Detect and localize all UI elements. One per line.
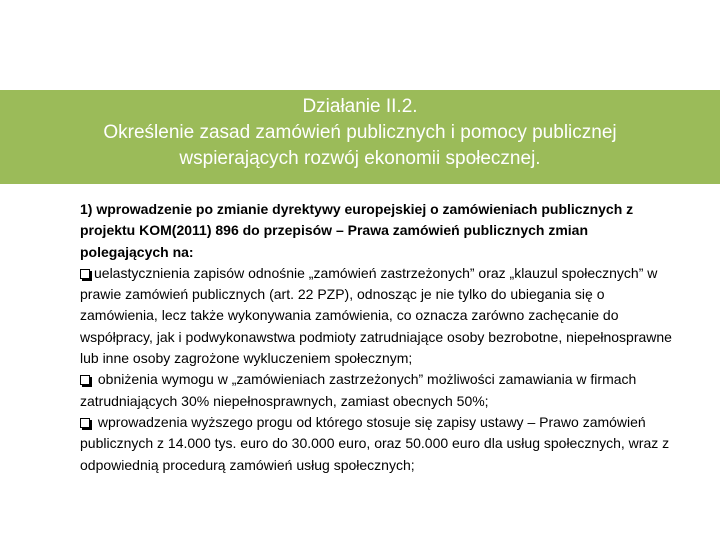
- list-item-text: obniżenia wymogu w „zamówieniach zastrzeżonych” możliwości zamawiania w firmach zatrudniających 30% niepełnosprawnych, zamiast obecnych 50%;: [80, 371, 637, 409]
- body-content: [80, 199, 680, 476]
- checkbox-bullet-icon: [80, 269, 90, 279]
- checkbox-bullet-icon: [80, 375, 90, 385]
- intro-paragraph: 1) wprowadzenie po zmianie dyrektywy europejskiej o zamówieniach publicznych z projektu KOM(2011) 896 do przepisów – Prawa zamówień publicznych zmian polegających na:: [80, 201, 634, 260]
- list-item: [80, 369, 680, 412]
- list-item-text: uelastycznienia zapisów odnośnie „zamówień zastrzeżonych” oraz „klauzul społecznych” w prawie zamówień publicznych (art. 22 PZP), odnosząc je nie tylko do ubiegania się o zamówienia, lecz także wykonywania zamówienia, co oznacza zarówno zachęcanie do współpracy, jak i podwykonawstwa podmioty zatrudniające osoby bezrobotne, niepełnosprawne lub inne osoby zagrożone wykluczeniem społecznym;: [80, 264, 672, 367]
- list-item: [80, 412, 680, 476]
- header-band: [0, 90, 720, 184]
- page-title: Działanie II.2.: [302, 96, 418, 117]
- list-item-text: wprowadzenia wyższego progu od którego stosuje się zapisy ustawy – Prawo zamówień publicznych z 14.000 tys. euro do 30.000 euro, oraz 50.000 euro dla usług społecznych, wraz z odpowiednią procedurą zamówień usług społecznych;: [80, 413, 670, 473]
- checkbox-bullet-icon: [80, 418, 90, 428]
- list-item: [80, 263, 680, 369]
- page-subtitle-line-1: Określenie zasad zamówień publicznych i pomocy publicznej: [103, 122, 617, 143]
- page-subtitle-line-2: wspierających rozwój ekonomii społecznej.: [179, 148, 541, 169]
